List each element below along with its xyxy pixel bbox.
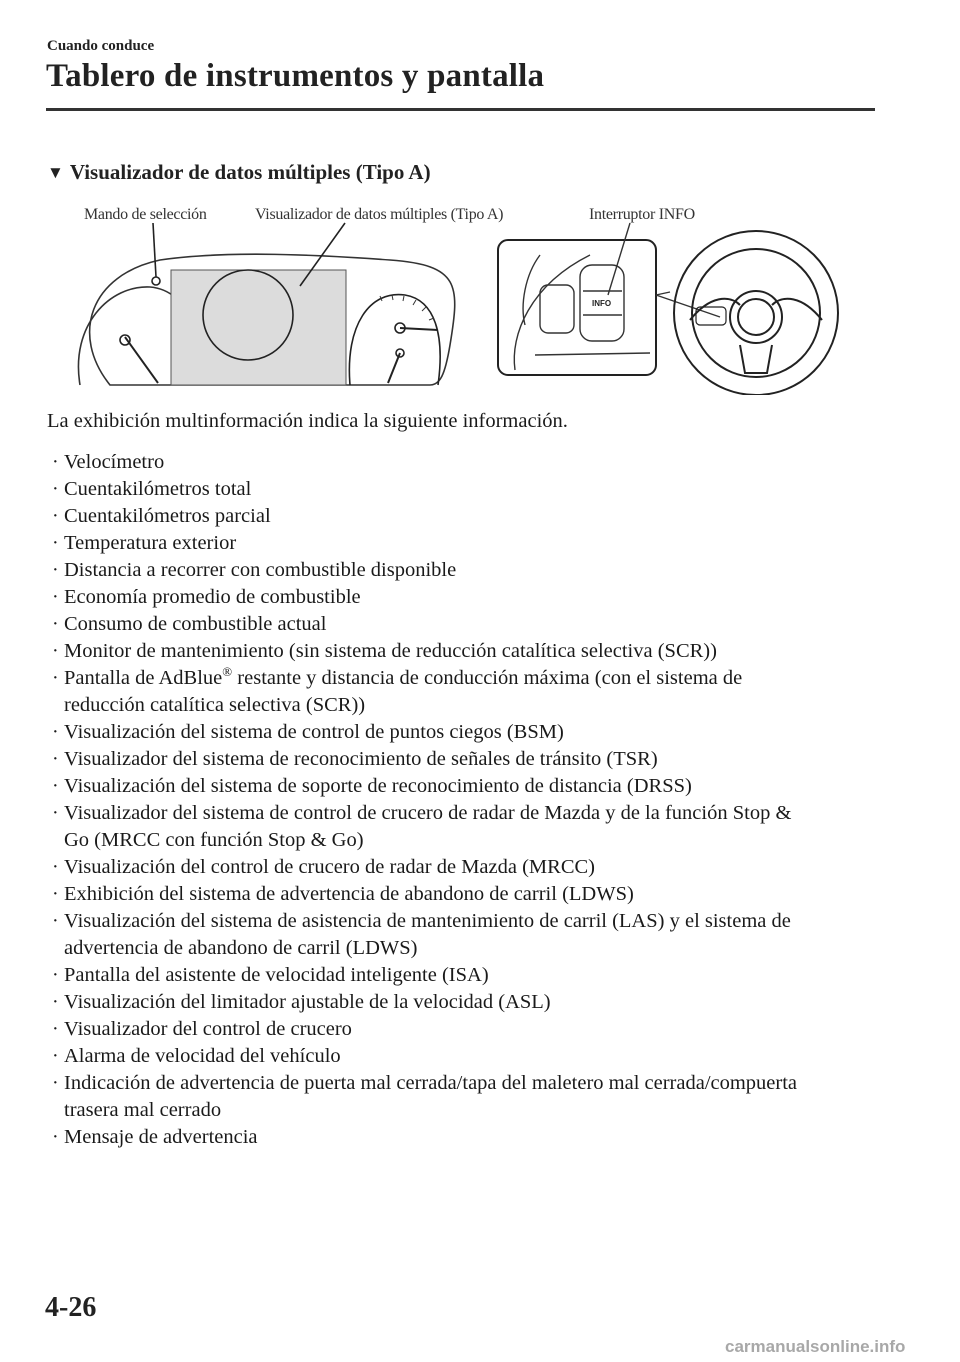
steering-wheel-outer	[674, 231, 838, 395]
label-info-switch: Interruptor INFO	[589, 206, 695, 223]
triangle-down-icon: ▼	[47, 163, 64, 182]
registered-mark: ®	[222, 664, 233, 680]
selector-knob-icon	[152, 277, 160, 285]
instrument-cluster-illustration	[70, 195, 870, 395]
info-button-text: INFO	[592, 299, 612, 308]
bullet: ·	[52, 586, 59, 608]
list-item: · Visualización del limitador ajustable de la velocidad (ASL)	[50, 989, 890, 1016]
subheading	[47, 160, 431, 185]
bullet: ·	[52, 640, 59, 662]
steering-hub-inner	[738, 299, 774, 335]
bullet: ·	[52, 1126, 59, 1148]
list-item: · Mensaje de advertencia	[50, 1124, 890, 1151]
list-item: · Distancia a recorrer con combustible disponible	[50, 557, 890, 584]
bullet: ·	[52, 613, 59, 635]
bullet: ·	[52, 532, 59, 554]
list-item: · Pantalla del asistente de velocidad inteligente (ISA)	[50, 962, 890, 989]
list-item: · Cuentakilómetros parcial	[50, 503, 890, 530]
bullet: ·	[52, 1072, 59, 1094]
right-needle-2	[388, 353, 400, 383]
volume-button	[540, 285, 574, 333]
info-list	[50, 449, 890, 1151]
bullet: ·	[52, 1045, 59, 1067]
bullet: ·	[52, 559, 59, 581]
info-leader-line	[608, 223, 630, 295]
list-item: · Visualización del sistema de soporte de reconocimiento de distancia (DRSS)	[50, 773, 890, 800]
watermark: carmanualsonline.info	[725, 1337, 906, 1356]
left-needle-hub	[120, 335, 130, 345]
bullet: ·	[52, 1018, 59, 1040]
bullet: ·	[52, 856, 59, 878]
list-item: · Visualización del sistema de control de puntos ciegos (BSM)	[50, 719, 890, 746]
list-item: · Alarma de velocidad del vehículo	[50, 1043, 890, 1070]
list-item: · Visualización del control de crucero de radar de Mazda (MRCC)	[50, 854, 890, 881]
selector-leader-line	[153, 223, 156, 277]
list-item: · Consumo de combustible actual	[50, 611, 890, 638]
section-label: Cuando conduce	[47, 38, 155, 54]
display-panel	[171, 270, 346, 385]
bullet: ·	[52, 883, 59, 905]
bullet: ·	[52, 505, 59, 527]
bullet: ·	[52, 910, 59, 932]
list-item: · Visualizador del sistema de reconocimiento de señales de tránsito (TSR)	[50, 746, 890, 773]
bullet: ·	[52, 667, 59, 689]
label-multi-display: Visualizador de datos múltiples (Tipo A)	[255, 206, 504, 223]
page-number: 4-26	[45, 1292, 97, 1323]
right-gauge	[349, 295, 440, 385]
bullet: ·	[52, 721, 59, 743]
list-item: · Pantalla de AdBlue® restante y distancia de conducción máxima (con el sistema de reducción catalítica selectiva (SCR))	[52, 664, 743, 716]
list-item: · Visualizador del control de crucero	[50, 1016, 890, 1043]
subheading-text: Visualizador de datos múltiples (Tipo A)	[69, 160, 431, 184]
list-item: · Economía promedio de combustible	[50, 584, 890, 611]
page-title: Tablero de instrumentos y pantalla	[46, 58, 545, 94]
bullet: ·	[52, 802, 59, 824]
list-item: · Velocímetro	[50, 449, 890, 476]
list-item: · Exhibición del sistema de advertencia de abandono de carril (LDWS)	[50, 881, 890, 908]
list-item: · Monitor de mantenimiento (sin sistema de reducción catalítica selectiva (SCR))	[50, 638, 890, 665]
title-divider	[46, 108, 875, 111]
bullet: ·	[52, 451, 59, 473]
left-needle	[125, 337, 158, 383]
right-needle-1	[400, 328, 438, 330]
bullet: ·	[52, 775, 59, 797]
bullet: ·	[52, 991, 59, 1013]
list-item: · Visualización del sistema de asistencia de mantenimiento de carril (LAS) y el sistema de advertencia de abandono de carril (LDWS)	[52, 910, 791, 959]
intro-text: La exhibición multinformación indica la siguiente información.	[47, 410, 568, 432]
steering-wheel-inner	[692, 249, 820, 377]
label-selector-knob: Mando de selección	[84, 206, 207, 223]
bullet: ·	[52, 478, 59, 500]
list-item: · Temperatura exterior	[50, 530, 890, 557]
list-item: · Cuentakilómetros total	[50, 476, 890, 503]
list-item: · Indicación de advertencia de puerta mal cerrada/tapa del maletero mal cerrada/compuerta trasera mal cerrado	[52, 1072, 798, 1121]
bullet: ·	[52, 748, 59, 770]
list-item: · Visualizador del sistema de control de crucero de radar de Mazda y de la función Stop & Go (MRCC con función Stop & Go)	[52, 802, 792, 851]
bullet: ·	[52, 964, 59, 986]
